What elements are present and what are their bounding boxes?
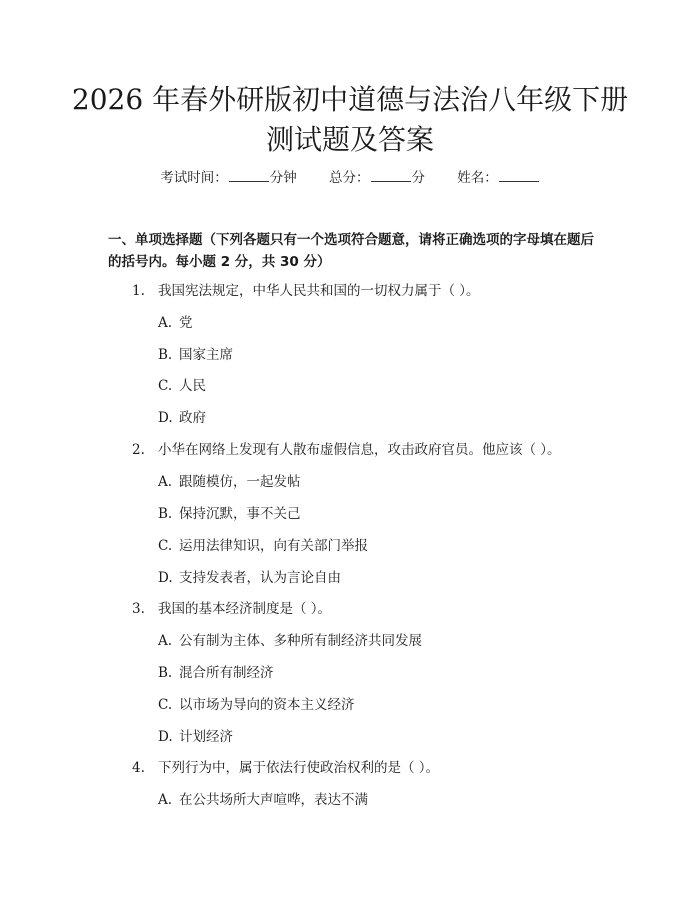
question-stem: [132, 758, 439, 778]
student-name-label: 姓名：: [457, 170, 498, 186]
total-score-label: 总分：: [329, 170, 370, 186]
option-text: 党: [179, 315, 193, 331]
option-letter: B.: [158, 506, 173, 522]
option-item: [158, 345, 233, 365]
option-letter: B.: [158, 347, 173, 363]
question-stem: [132, 440, 561, 460]
page-title-line-2: 测试题及答案: [265, 123, 434, 156]
exam-info-row: [0, 168, 700, 188]
option-text: 政府: [179, 410, 206, 426]
option-letter: C.: [158, 697, 173, 713]
total-score-field: [329, 168, 425, 188]
question-number: 1.: [132, 283, 145, 299]
option-text: 人民: [179, 378, 206, 394]
option-text: 支持发表者，认为言论自由: [179, 570, 341, 586]
option-letter: A.: [158, 792, 173, 808]
option-item: [158, 504, 301, 524]
question-text: 我国的基本经济制度是（ ）。: [158, 601, 332, 617]
question-text: 下列行为中，属于依法行使政治权利的是（ ）。: [158, 760, 440, 776]
option-text: 国家主席: [179, 347, 233, 363]
option-text: 运用法律知识，向有关部门举报: [179, 538, 368, 554]
page-title-line-1: 2026 年春外研版初中道德与法治八年级下册: [71, 83, 629, 116]
option-item: [158, 568, 341, 588]
option-item: [158, 313, 193, 333]
total-score-unit: 分: [411, 170, 425, 186]
question-stem: [132, 281, 480, 301]
option-text: 计划经济: [179, 729, 233, 745]
option-text: 公有制为主体、多种所有制经济共同发展: [179, 633, 422, 649]
option-text: 保持沉默，事不关己: [179, 506, 301, 522]
option-item: [158, 695, 355, 715]
option-letter: A.: [158, 474, 173, 490]
option-letter: C.: [158, 538, 173, 554]
option-letter: A.: [158, 633, 173, 649]
question-number: 3.: [132, 601, 145, 617]
option-item: [158, 790, 368, 810]
question-number: 4.: [132, 760, 145, 776]
option-text: 以市场为导向的资本主义经济: [179, 697, 355, 713]
exam-time-label: 考试时间：: [160, 170, 228, 186]
option-item: [158, 631, 422, 651]
option-letter: B.: [158, 665, 173, 681]
option-text: 跟随模仿，一起发帖: [179, 474, 301, 490]
option-item: [158, 727, 233, 747]
option-text: 在公共场所大声喧哗，表达不满: [179, 792, 368, 808]
option-item: [158, 536, 368, 556]
option-text: 混合所有制经济: [179, 665, 274, 681]
student-name-blank: [499, 169, 539, 182]
option-letter: D.: [158, 729, 173, 745]
total-score-blank: [371, 169, 411, 182]
option-letter: C.: [158, 378, 173, 394]
question-number: 2.: [132, 442, 145, 458]
question-stem: [132, 599, 331, 619]
option-letter: D.: [158, 570, 173, 586]
question-text: 我国宪法规定，中华人民共和国的一切权力属于（ ）。: [158, 283, 480, 299]
section-heading: 一、单项选择题（下列各题只有一个选项符合题意，请将正确选项的字母填在题后的括号内。每小题 2 分，共 30 分）: [108, 232, 594, 270]
student-name-field: [457, 168, 540, 188]
exam-time-unit: 分钟: [269, 170, 297, 186]
option-item: [158, 408, 206, 428]
exam-time-blank: [229, 169, 269, 182]
exam-time-field: [160, 168, 297, 188]
question-text: 小华在网络上发现有人散布虚假信息，攻击政府官员。他应该（ ）。: [158, 442, 561, 458]
option-letter: D.: [158, 410, 173, 426]
option-item: [158, 376, 206, 396]
option-letter: A.: [158, 315, 173, 331]
option-item: [158, 472, 301, 492]
option-item: [158, 663, 274, 683]
